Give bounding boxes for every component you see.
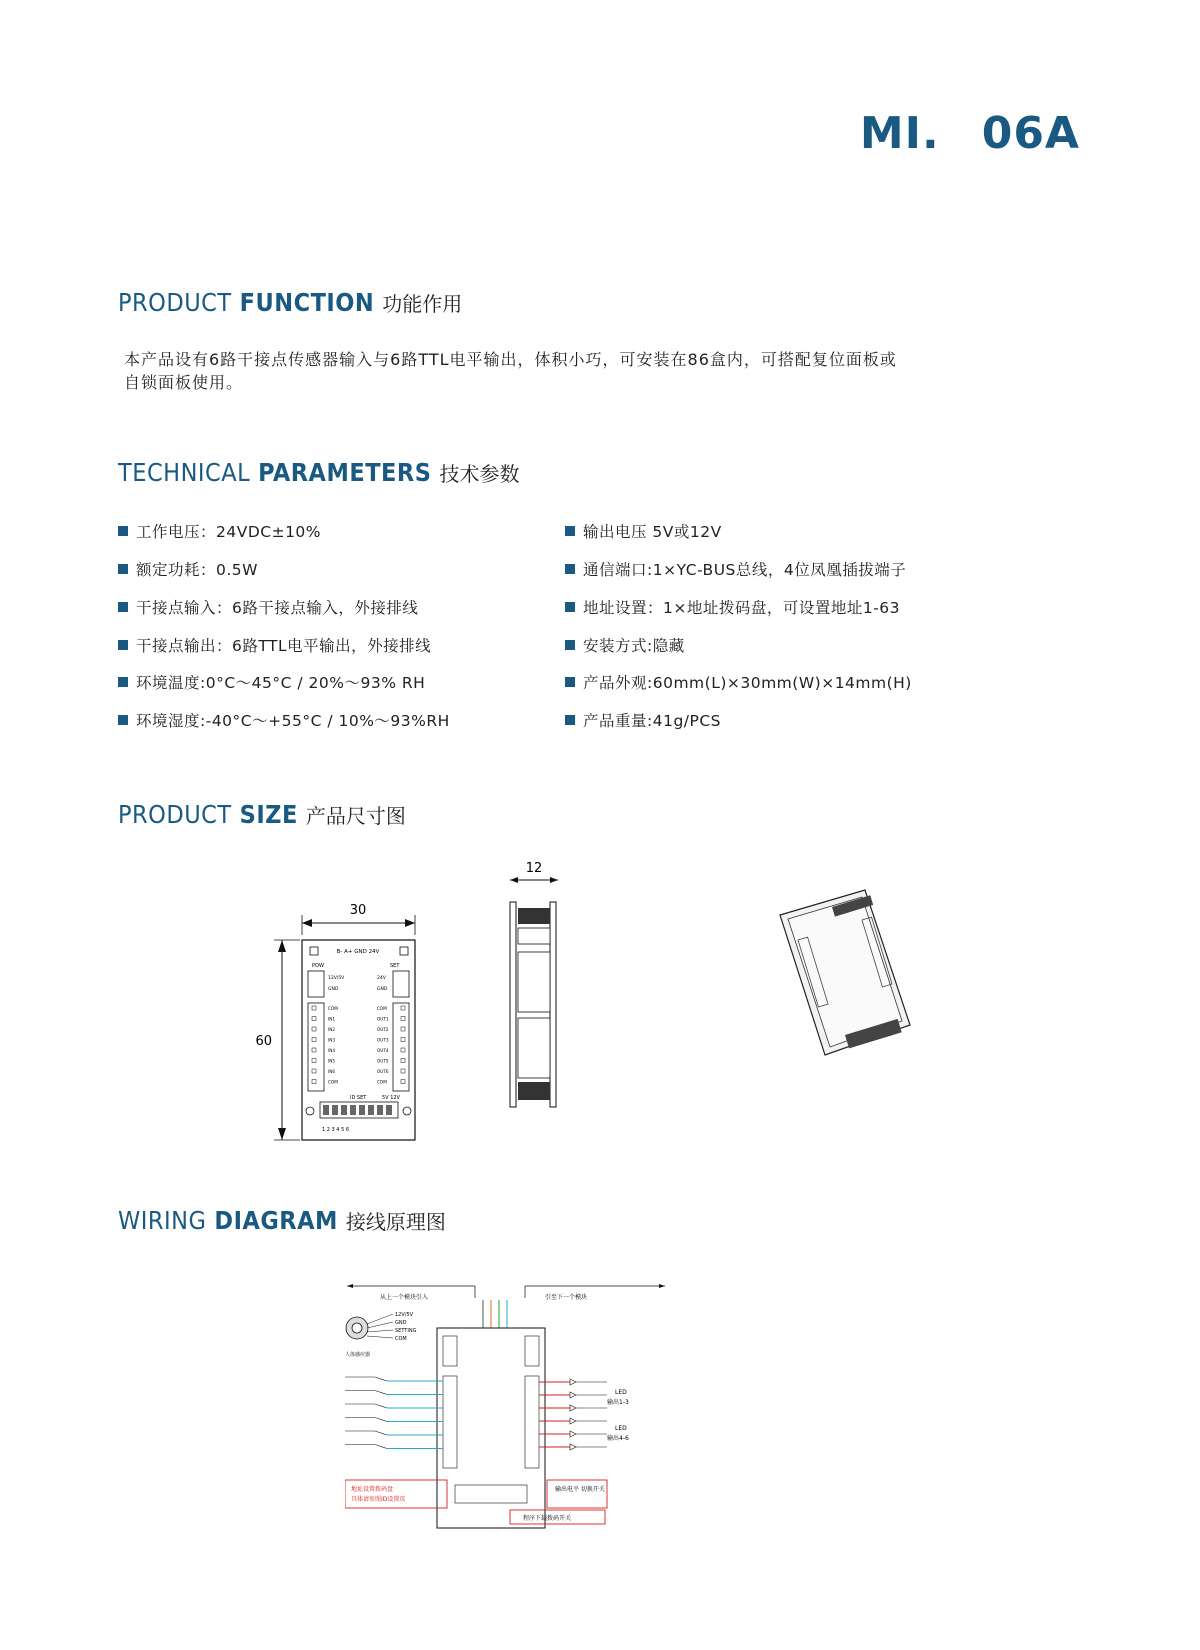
output-pin-label: OUT1: [377, 1016, 389, 1022]
section-word1: PRODUCT: [118, 288, 232, 317]
sensor-wire-1: 12V/5V: [395, 1312, 414, 1318]
dip-switch: [368, 1105, 374, 1115]
bullet-icon: [118, 677, 128, 687]
led-caption-2a: LED: [615, 1425, 627, 1432]
param-right-4: 安装方式:隐藏: [565, 634, 685, 656]
dip-switch: [341, 1105, 347, 1115]
product-3d-view: [770, 885, 920, 1085]
section-word1: WIRING: [118, 1206, 207, 1235]
dip-numbers: 1 2 3 4 5 6: [322, 1127, 350, 1133]
led-caption-2b: 输出4-6: [607, 1435, 629, 1442]
param-right-3: 地址设置：1×地址拨码盘，可设置地址1-63: [565, 596, 900, 618]
input-pin-label: IN1: [328, 1016, 336, 1022]
switch-contact: [375, 1391, 387, 1395]
output-pin-label: OUT2: [377, 1027, 389, 1032]
dip-switch: [323, 1105, 329, 1115]
led-icon: [570, 1392, 576, 1398]
dip-switch: [386, 1105, 392, 1115]
section-cn: 接线原理图: [345, 1210, 446, 1234]
product-3d-svg: [770, 885, 920, 1085]
set-label-1: 24V: [377, 976, 386, 981]
switch-contact: [375, 1431, 387, 1435]
output-pin-label: COM: [377, 1079, 387, 1085]
input-pin-label: IN6: [328, 1069, 336, 1074]
param-right-2: 通信端口:1×YC-BUS总线，4位凤凰插拔端子: [565, 558, 906, 580]
dip-switch: [359, 1105, 365, 1115]
to-next-label: 引至下一个模块: [545, 1294, 588, 1301]
bullet-icon: [565, 602, 575, 612]
model-title: [860, 108, 1080, 159]
output-pin-label: OUT6: [377, 1069, 389, 1074]
input-pin-label: COM: [328, 1079, 338, 1085]
led-icon: [570, 1444, 576, 1450]
intro-text: [124, 348, 1024, 394]
section-word2: FUNCTION: [239, 288, 375, 317]
input-pin-label: IN2: [328, 1027, 336, 1032]
sensor-wire-3: SETTING: [395, 1328, 417, 1334]
param-right-5: 产品外观:60mm(L)×30mm(W)×14mm(H): [565, 671, 912, 693]
sensor-wire-2: GND: [395, 1320, 407, 1326]
depth-label: 12: [525, 861, 543, 876]
pwr-label-2: GND: [328, 987, 339, 992]
section-title-size: [118, 800, 406, 829]
from-prev-label: 从上一个模块引入: [380, 1294, 429, 1301]
switch-contact: [375, 1404, 387, 1408]
sensor-wire-4: COM: [395, 1336, 407, 1342]
bullet-icon: [565, 564, 575, 574]
note-right: 输出电平 切换开关: [555, 1486, 605, 1493]
note-bottom: 程序下载拨码开关: [523, 1515, 572, 1522]
bullet-icon: [118, 526, 128, 536]
side-view-svg: [500, 860, 580, 1125]
switch-contact: [375, 1377, 387, 1381]
section-word2: DIAGRAM: [214, 1206, 338, 1235]
input-pin-label: IN4: [328, 1048, 336, 1053]
switch-contact: [375, 1418, 387, 1422]
wiring-input-lines: [345, 1377, 443, 1449]
section-cn: 技术参数: [439, 462, 520, 486]
dip-switch: [350, 1105, 356, 1115]
port-pow-label: POW: [312, 963, 324, 969]
dip-switch: [377, 1105, 383, 1115]
bullet-icon: [565, 677, 575, 687]
set-label-2: GND: [377, 987, 388, 992]
section-cn: 功能作用: [382, 292, 463, 316]
wiring-output-leds: [539, 1379, 607, 1450]
input-pin-label: COM: [328, 1006, 338, 1011]
section-word2: SIZE: [239, 800, 298, 829]
pwr-label-1: 12V/5V: [328, 976, 345, 981]
sensor-caption: 人体感应器: [345, 1352, 371, 1358]
bullet-icon: [118, 715, 128, 725]
bullet-icon: [565, 640, 575, 650]
height-label: 60: [255, 1034, 272, 1049]
dip-right-label: 5V 12V: [382, 1095, 400, 1101]
bullet-icon: [118, 640, 128, 650]
input-pin-label: IN3: [328, 1037, 336, 1043]
section-cn: 产品尺寸图: [305, 804, 406, 828]
bullet-icon: [565, 715, 575, 725]
switch-contact: [375, 1445, 387, 1449]
size-side-view: [500, 860, 580, 1125]
front-view-svg: [250, 895, 430, 1150]
section-word1: TECHNICAL: [118, 458, 251, 487]
output-pin-label: OUT3: [377, 1037, 389, 1043]
bullet-icon: [118, 602, 128, 612]
param-left-6: 环境湿度:-40°C～+55°C / 10%～93%RH: [118, 709, 450, 731]
note-left-2: 具体请参照ID设置页: [351, 1496, 406, 1503]
wiring-diagram-svg: [345, 1280, 675, 1540]
led-caption-1b: 输出1-3: [607, 1399, 629, 1406]
model-part1: MI.: [859, 108, 940, 159]
led-icon: [570, 1379, 576, 1385]
output-pin-label: COM: [377, 1006, 387, 1011]
bullet-icon: [118, 564, 128, 574]
param-left-1: 工作电压：24VDC±10%: [118, 520, 321, 542]
param-left-4: 干接点输出：6路TTL电平输出，外接排线: [118, 634, 431, 656]
width-label: 30: [349, 903, 367, 918]
intro-line2: 自锁面板使用。: [124, 373, 244, 392]
led-icon: [570, 1431, 576, 1437]
section-title-wiring: [118, 1206, 446, 1235]
output-pin-label: OUT4: [377, 1048, 389, 1053]
led-caption-1a: LED: [615, 1389, 627, 1396]
model-part2: 06A: [981, 108, 1080, 159]
led-icon: [570, 1418, 576, 1424]
note-left-1: 地址设置拨码盘: [351, 1486, 394, 1493]
port-set-label: SET: [390, 963, 400, 969]
param-right-6: 产品重量:41g/PCS: [565, 709, 721, 731]
section-title-function: [118, 288, 462, 317]
param-left-2: 额定功耗：0.5W: [118, 558, 258, 580]
param-left-3: 干接点输入：6路干接点输入，外接排线: [118, 596, 418, 618]
size-front-view: [250, 895, 430, 1150]
intro-line1: 本产品设有6路干接点传感器输入与6路TTL电平输出，体积小巧，可安装在86盒内，可搭配复位面板或: [124, 350, 897, 369]
section-word1: PRODUCT: [118, 800, 232, 829]
dip-switch: [332, 1105, 338, 1115]
output-pin-label: OUT5: [377, 1058, 389, 1064]
section-title-technical: [118, 458, 519, 487]
param-right-1: 输出电压 5V或12V: [565, 520, 722, 542]
bullet-icon: [565, 526, 575, 536]
input-pin-label: IN5: [328, 1058, 336, 1064]
param-left-5: 环境温度:0°C～45°C / 20%～93% RH: [118, 671, 425, 693]
section-word2: PARAMETERS: [258, 458, 432, 487]
led-icon: [570, 1405, 576, 1411]
board-top-label: B- A+ GND 24V: [336, 949, 380, 955]
wiring-diagram: [345, 1280, 675, 1540]
dip-label: ID SET: [350, 1095, 367, 1101]
